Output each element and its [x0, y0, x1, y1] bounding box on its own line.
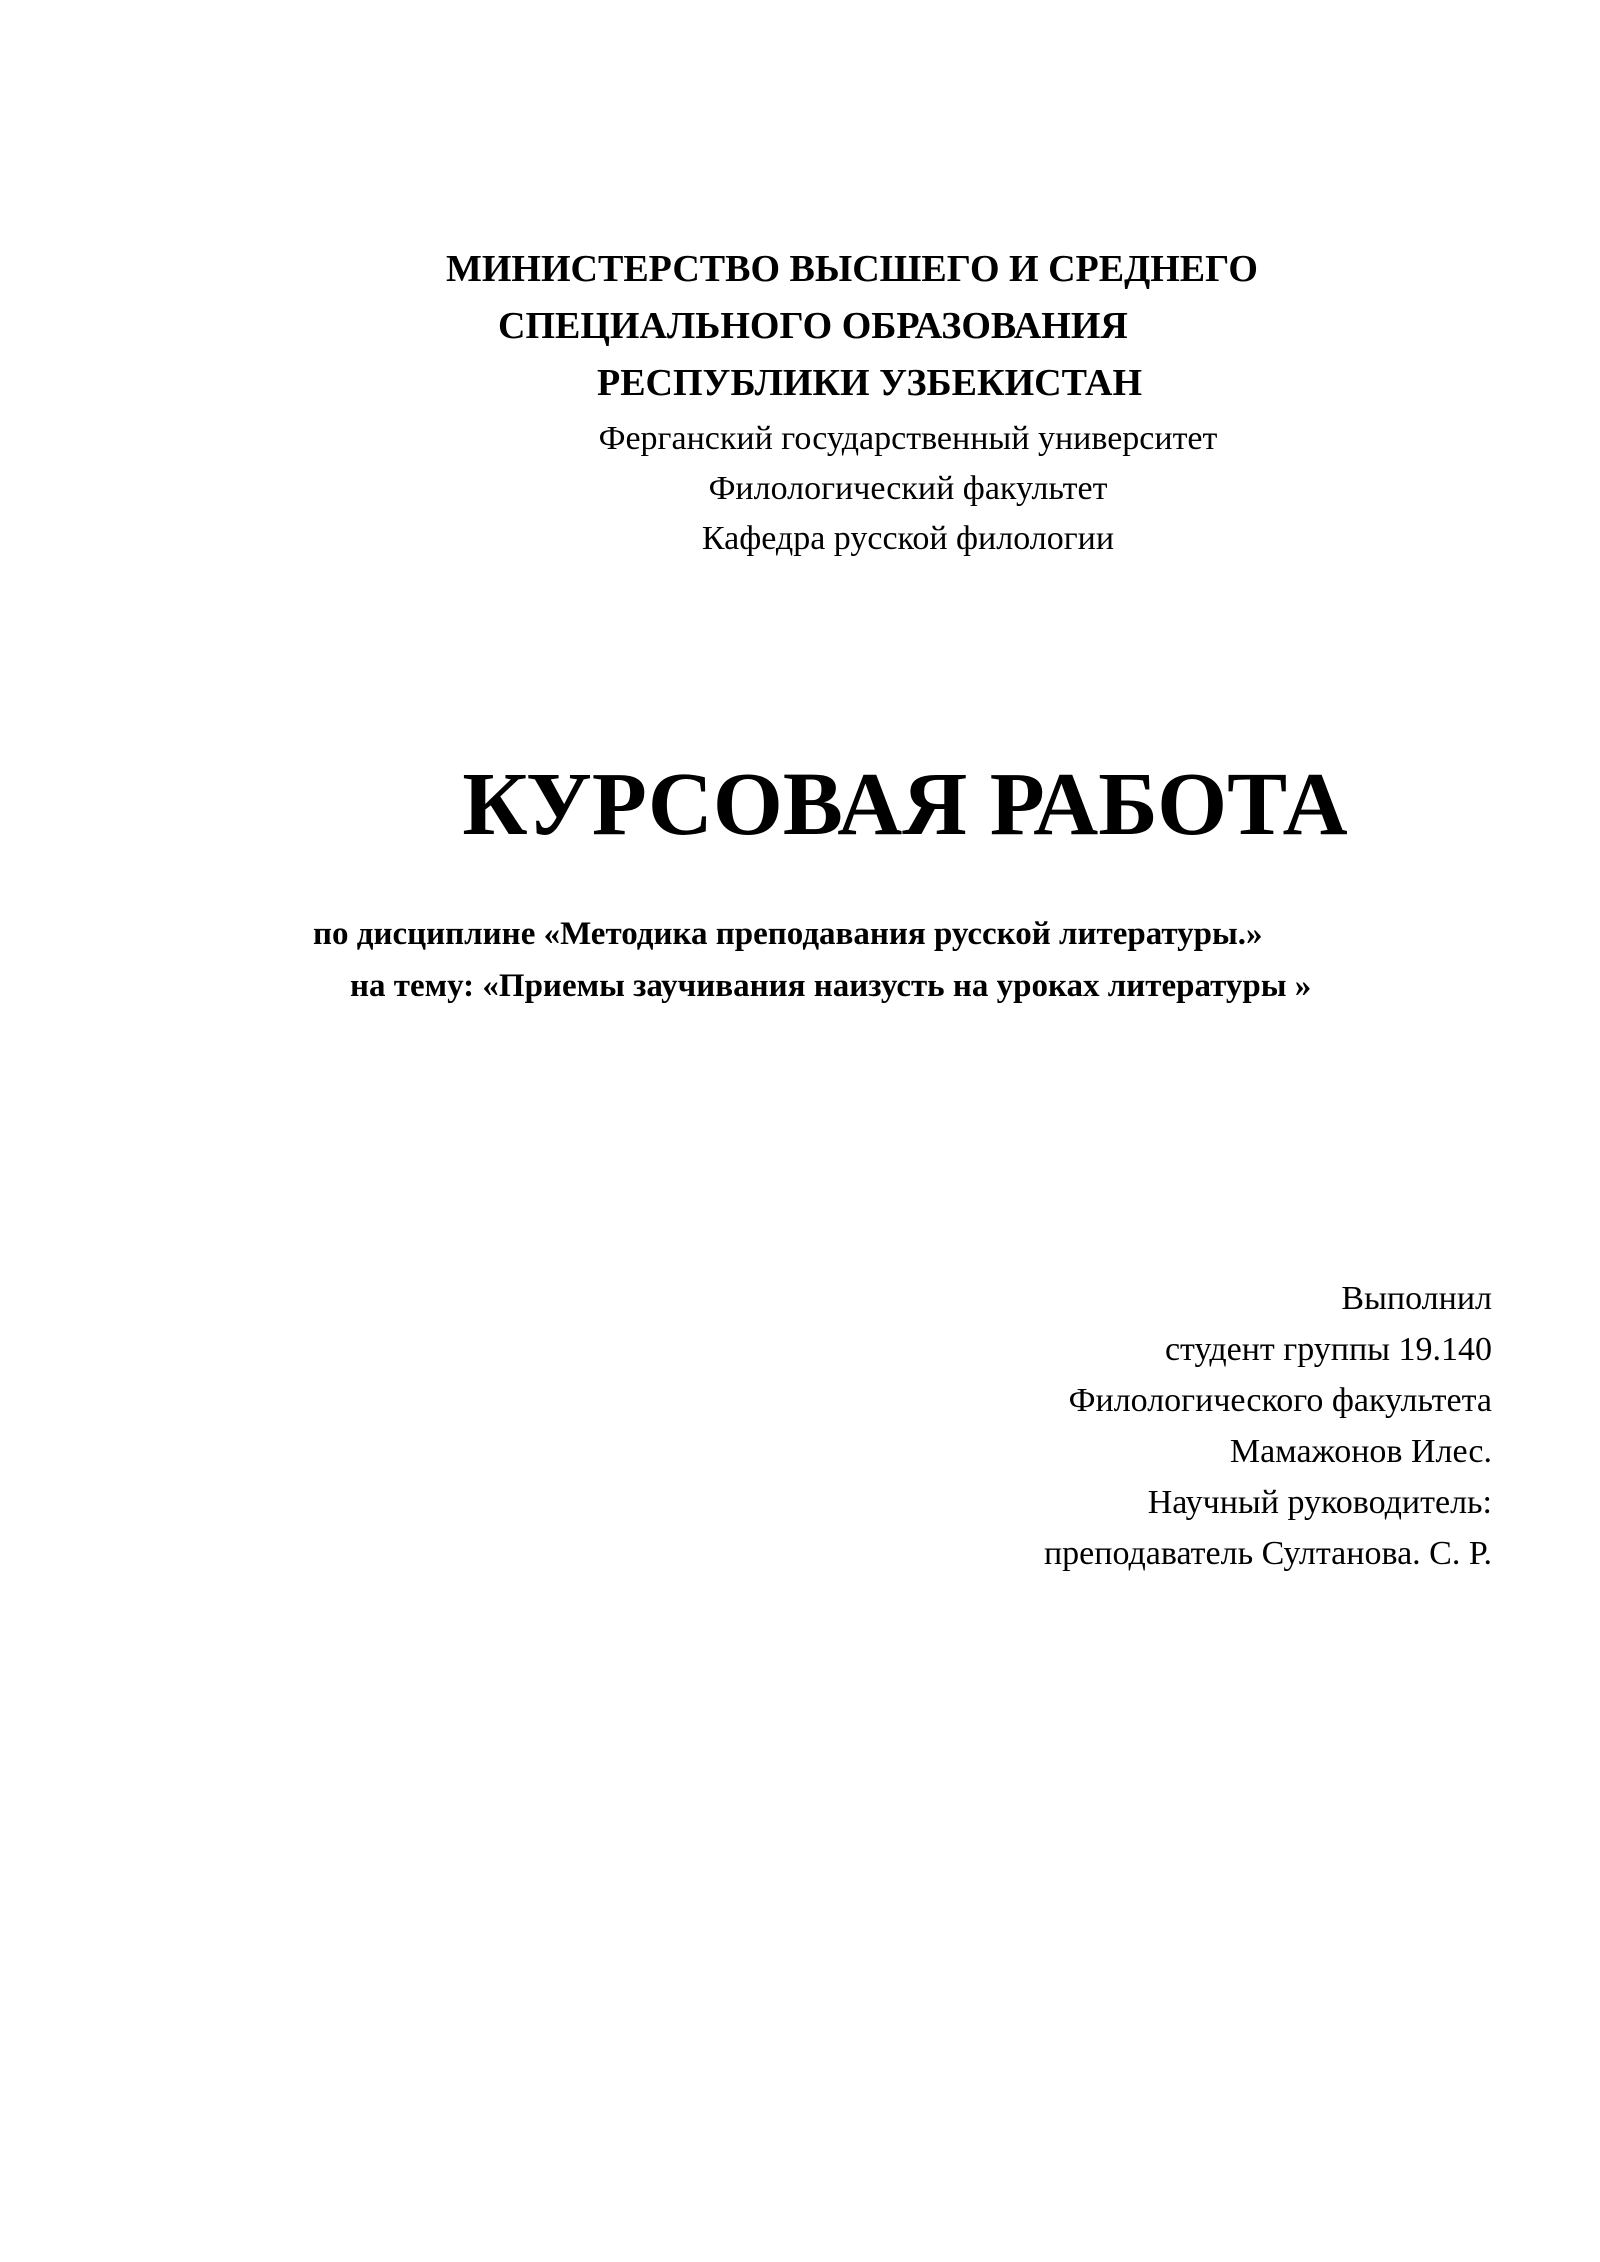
ministry-line-3: РЕСПУБЛИКИ УЗБЕКИСТАН	[597, 362, 1143, 404]
performed-label: Выполнил	[1341, 1280, 1492, 1317]
student-faculty: Филологического факультета	[1068, 1382, 1492, 1419]
supervisor-label: Научный руководитель:	[1147, 1484, 1492, 1521]
university-name: Ферганский государственный университет	[598, 420, 1218, 457]
discipline-line: по дисциплине «Методика преподавания русской литературы.»	[313, 916, 1263, 952]
ministry-line-1: МИНИСТЕРСТВО ВЫСШЕГО И СРЕДНЕГО	[446, 248, 1258, 290]
ministry-line-2: СПЕЦИАЛЬНОГО ОБРАЗОВАНИЯ	[498, 305, 1128, 347]
supervisor-name: преподаватель Султанова. С. Р.	[1043, 1535, 1492, 1572]
student-group: студент группы 19.140	[1164, 1331, 1492, 1368]
document-title: КУРСОВАЯ РАБОТА	[462, 755, 1348, 854]
student-name: Мамажонов Илес.	[1229, 1433, 1492, 1470]
department-name: Кафедра русской филологии	[701, 520, 1115, 557]
topic-line: на тему: «Приемы заучивания наизусть на уроках литературы »	[350, 968, 1312, 1004]
faculty-name: Филологический факультет	[708, 470, 1108, 507]
